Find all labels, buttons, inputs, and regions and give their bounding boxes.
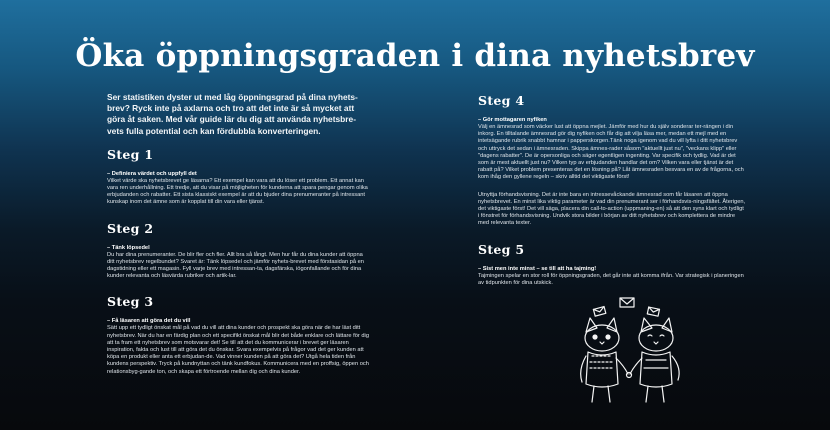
left-column [107,92,369,390]
page-title: Öka öppningsgraden i dina nyhetsbrev [75,38,755,74]
step-3-body: Sätt upp ett tydligt önskat mål på vad du vill att dina kunder och prospekt ska göra när de har läst ditt nyhetsbrev. När du har en färdig plan och ett specifikt önskat mål blir det både enklare och lättare för dig att ta fram ett nyhetsbrev som motsvarar det! Se till att det du kommunicerar i brevet ger läsaren inspiration, fakta och lust till att göra det du önskar. Svara exempelvis på frågor vad det ger kunden att köpa en produkt eller anta ett erbjudan-de. Vad vinner kunden på att göra det? Utgå hela tiden från kundens perspektiv. Tryck på kundnyttan och tänk kundfokus. Kommunicera med en proffsig, öppen och relationsbyg-gande ton, och skapa ett förtroende mellan dig och dina kunder. [107,325,369,375]
intro-text: Ser statistiken dyster ut med låg öppningsgrad på dina nyhets-brev? Ryck inte på axlarna och tro att det inte är så mycket att göra åt saken. Med vår guide lär du dig att använda nyhetsbre-vets fulla potential och kan fördubbla konverteringen. [107,92,358,136]
step-5-heading: Steg 5 [478,241,525,257]
step-1-body: Vilket värde ska nyhetsbrevet ge läsarna? Ett exempel kan vara att du löser ett problem. Ett annat kan vara ren underhållning. Ett tredje, att du visar på möjligheten för kunderna att spara pengar genom olika erbjudanden och rabatter. Ett sista klassiskt exempel är att du bjuder dina prenumeranter på intressant kunskap inom det ämne som är kopplat till din vara eller tjänst. [107,177,368,206]
step-4-body-2: Utnyttja förhandsvisning. Det är inte bara en intressevåckande ämnesrad som får läsaren att öppna nyhetsbrevet. En minst lika viktig parameter är vad din prenumerant ser i förhandsvis-ningsfältet. Återigen, det viktigaste först! Det vill säga, placera din call-to-action (uppmaning-en) så att den syns klart och tydligt i fönstret för förhandsvisning. Undvik stora bilder i början av ditt nyhetsbrev och komplettera de mindre med relevanta texter. [478,191,746,227]
cat-left-icon [581,318,628,402]
step-1-heading: Steg 1 [107,146,154,162]
step-4-heading: Steg 4 [478,93,525,108]
step-1-subheading: – Definiera värdet och uppfyll det [107,170,197,177]
cats-illustration-icon [572,296,686,408]
step-3 [107,294,369,375]
step-5 [478,242,746,287]
step-2-subheading: – Tänk löpsedel [107,244,150,251]
step-2-body: Du har dina prenumeranter. De blir fler och fler. Allt bra så långt. Men hur får du dina kunder att öppna ditt nyhetsbrev regelbundet? Svaret är: Tänk löpsedel och jämför nyhets-brevet med förstasidan på en dagstidning eller ett magasin. Fyll varje brev med intressan-ta, dagsfärska, iögonfallande och för dina kunder relevanta och läsvärda rubriker och artik-lar. [107,251,364,280]
step-3-heading: Steg 3 [107,294,154,310]
envelope-icon [647,307,659,316]
step-5-subheading: – Sist men inte minst – se till att ha tajming! [478,265,597,272]
step-4-subheading: – Gör mottagaren nyfiken [478,117,547,123]
envelope-icon [593,307,605,317]
step-4-body: Välj en ämnesrad som väcker lust att öppna mejlet. Jämför med hur du själv sonderar ter-rängen i din inkorg. En tilltalande ämnesrad gör dig nyfiken och får dig att vilja läsa mer, medan ett mejl med en intetsägande rubrik snabbt hamnar i papperskorgen.Tänk noga igenom vad du vill lyfta i ditt nyhetsbrev och uttryck det sedan i ämnesraden. Skippa ämnes-rader såsom "aktuellt just nu", "veckans klipp" eller "dagens rabatter". De är opersonliga och säger egentligen ingenting. Var specifik och tydlig. Vad är det som är mest aktuellt just nu? Vilken typ av erbjudanden handlar det om? Vilken vara eller tjänst är det rabatt på? Vilket problem presenteras det en lösning på? Låt ämnesraden besvara en av de frågorna, och kom ihåg den gyllene regeln – skriv alltid det viktigaste först! [478,124,744,181]
step-2 [107,221,369,281]
step-3-subheading: – Få läsaren att göra det du vill [107,318,191,325]
cat-right-icon [630,318,679,402]
step-5-body: Tajmingen spelar en stor roll för öppningsgraden, det går inte att komma ifrån. Var strategisk i planeringen av tidpunkten för dina utskick. [478,272,744,286]
step-4 [478,93,746,228]
step-1 [107,147,369,207]
right-column [478,93,746,301]
envelope-icon [620,298,634,307]
step-2-heading: Steg 2 [107,220,154,236]
